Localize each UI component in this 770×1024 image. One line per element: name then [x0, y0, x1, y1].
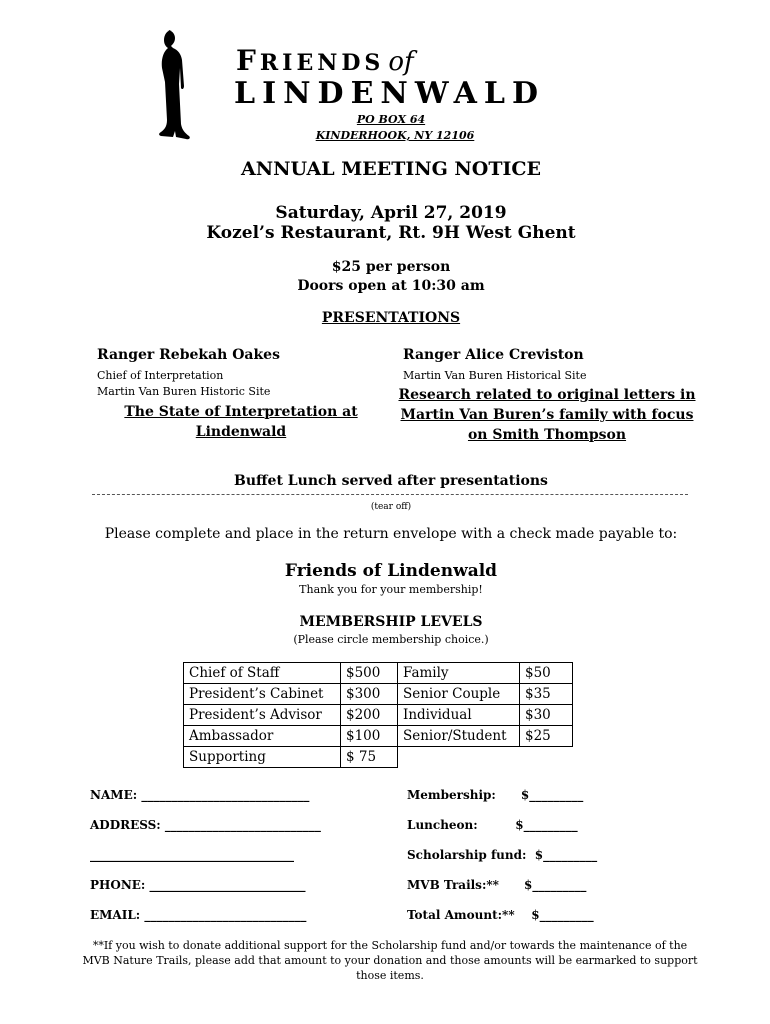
level-price-senior-student[interactable]: $25 [519, 725, 573, 747]
presenter-1-site: Martin Van Buren Historic Site [97, 385, 271, 398]
page-title: ANNUAL MEETING NOTICE [241, 158, 541, 180]
org-name-friends: FRIENDS of [236, 44, 414, 77]
city-address: KINDERHOOK, NY 12106 [315, 129, 475, 142]
tear-off-divider [92, 494, 688, 495]
level-price-individual[interactable]: $30 [519, 704, 573, 726]
payee-org-name: Friends of Lindenwald [284, 561, 498, 581]
total-amount-field[interactable]: Total Amount:** $_________ [407, 908, 594, 922]
level-name-presidents-advisor[interactable]: President’s Advisor [183, 704, 341, 726]
level-price-senior-couple[interactable]: $35 [519, 683, 573, 705]
level-name-individual[interactable]: Individual [397, 704, 520, 726]
luncheon-amount-field[interactable]: Luncheon: $_________ [407, 818, 578, 832]
name-field[interactable]: NAME: ____________________________ [90, 788, 310, 802]
presenter-2-name: Ranger Alice Creviston [403, 347, 584, 363]
donation-footnote: **If you wish to donate additional support for the Scholarship fund and/or towards the maintenance of the MVB Nature Trails, please add that amount to your donation and those amounts will be earmarked to support those items. [82, 939, 698, 982]
presentations-heading: PRESENTATIONS [321, 310, 461, 326]
level-price-chief-of-staff[interactable]: $500 [340, 662, 398, 684]
scholarship-amount-field[interactable]: Scholarship fund: $_________ [407, 848, 598, 862]
meeting-price: $25 per person [331, 259, 451, 275]
buffet-notice: Buffet Lunch served after presentations [234, 473, 548, 489]
level-price-supporting[interactable]: $ 75 [340, 746, 398, 768]
level-price-presidents-advisor[interactable]: $200 [340, 704, 398, 726]
level-name-presidents-cabinet[interactable]: President’s Cabinet [183, 683, 341, 705]
phone-field[interactable]: PHONE: __________________________ [90, 878, 306, 892]
membership-levels-heading: MEMBERSHIP LEVELS [299, 614, 483, 630]
level-name-senior-student[interactable]: Senior/Student [397, 725, 520, 747]
meeting-date: Saturday, April 27, 2019 [275, 203, 507, 223]
level-name-ambassador[interactable]: Ambassador [183, 725, 341, 747]
level-price-family[interactable]: $50 [519, 662, 573, 684]
level-price-ambassador[interactable]: $100 [340, 725, 398, 747]
presenter-1-name: Ranger Rebekah Oakes [97, 347, 280, 363]
thank-you-note: Thank you for your membership! [299, 583, 483, 596]
level-name-chief-of-staff[interactable]: Chief of Staff [183, 662, 341, 684]
meeting-venue: Kozel’s Restaurant, Rt. 9H West Ghent [206, 223, 576, 243]
org-name-lindenwald: LINDENWALD [234, 76, 546, 111]
address-line-2-field[interactable]: __________________________________ [90, 848, 294, 862]
level-name-supporting[interactable]: Supporting [183, 746, 341, 768]
address-field[interactable]: ADDRESS: __________________________ [90, 818, 321, 832]
membership-levels-note: (Please circle membership choice.) [293, 633, 489, 646]
presenter-1-topic: The State of Interpretation at Lindenwald [124, 404, 358, 440]
level-price-presidents-cabinet[interactable]: $300 [340, 683, 398, 705]
doors-open-time: Doors open at 10:30 am [297, 278, 485, 294]
presenter-2-site: Martin Van Buren Historical Site [403, 369, 587, 382]
po-box: PO BOX 64 [356, 113, 426, 126]
email-field[interactable]: EMAIL: ___________________________ [90, 908, 307, 922]
tear-off-label: (tear off) [370, 502, 412, 512]
mvb-trails-amount-field[interactable]: MVB Trails:** $_________ [407, 878, 587, 892]
presenter-1-role: Chief of Interpretation [97, 369, 224, 382]
level-name-senior-couple[interactable]: Senior Couple [397, 683, 520, 705]
membership-amount-field[interactable]: Membership: $_________ [407, 788, 584, 802]
instructions: Please complete and place in the return envelope with a check made payable to: [104, 526, 678, 542]
presenter-2-topic: Research related to original letters in Martin Van Buren’s family with focus on Smith Thompson [398, 387, 696, 443]
level-name-family[interactable]: Family [397, 662, 520, 684]
